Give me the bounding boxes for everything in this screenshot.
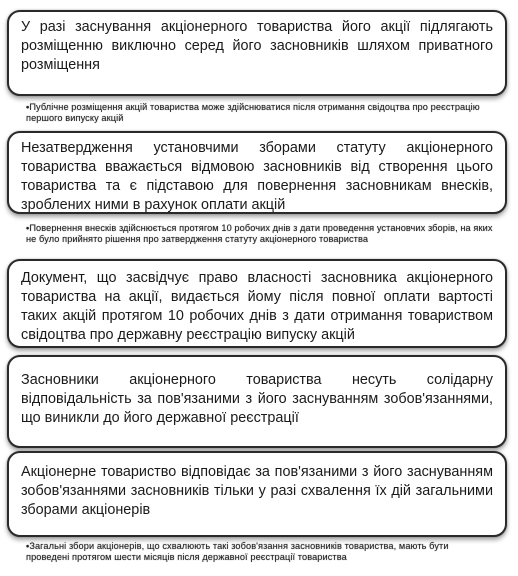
statement-box-charter-rejection <box>7 131 507 214</box>
bullet-icon: • <box>26 102 30 112</box>
footnote-text: Публічне розміщення акцій товариства може здійснюватися після отримання свідоцтва про реєстрацію першого випуску акцій <box>26 102 480 123</box>
statement-box-ownership-document <box>7 259 507 348</box>
statement-box-company-liability <box>7 451 507 537</box>
footnote-text: Загальні збори акціонерів, що схвалюють такі зобов'язання засновників товариства, мають бути проведені протягом шести місяців після державної реєстрації товариства <box>26 541 449 562</box>
statement-text: Документ, що засвідчує право власності засновника акціонерного товариства на акції, видається йому після повної оплати вартості таких акцій протягом 10 робочих днів з дати отримання товариством свідоцтва про державну реєстрацію випуску акцій <box>21 270 493 343</box>
statement-box-joint-liability <box>7 355 507 448</box>
bullet-icon: • <box>26 223 30 233</box>
footnote-public-placement <box>26 102 494 123</box>
footnote-text: Повернення внесків здійснюється протягом 10 робочих днів з дати проведення установчих зборів, на яких не було прийнято рішення про затвердження статуту акціонерного товариства <box>26 223 493 244</box>
statement-text: Незатвердження установчими зборами статуту акціонерного товариства вважається відмовою засновників від створення цього товариства та є підставою для повернення засновникам внесків, зроблених ними в рахунок оплати акцій <box>21 140 493 213</box>
footnote-general-meeting <box>26 541 494 562</box>
statement-text: Засновники акціонерного товариства несуть солідарну відповідальність за пов'язаними з його заснуванням зобов'язаннями, що виникли до його державної реєстрації <box>21 372 493 426</box>
statement-text: У разі заснування акціонерного товариства його акції підлягають розміщенню виключно серед його засновників шляхом приватного розміщення <box>21 19 493 73</box>
statement-box-private-placement <box>7 10 507 96</box>
statement-text: Акціонерне товариство відповідає за пов'язаними з його заснуванням зобов'язаннями засновників тільки у разі схвалення їх дій загальними зборами акціонерів <box>21 464 493 518</box>
bullet-icon: • <box>26 541 30 551</box>
footnote-refund-deadline <box>26 223 494 244</box>
